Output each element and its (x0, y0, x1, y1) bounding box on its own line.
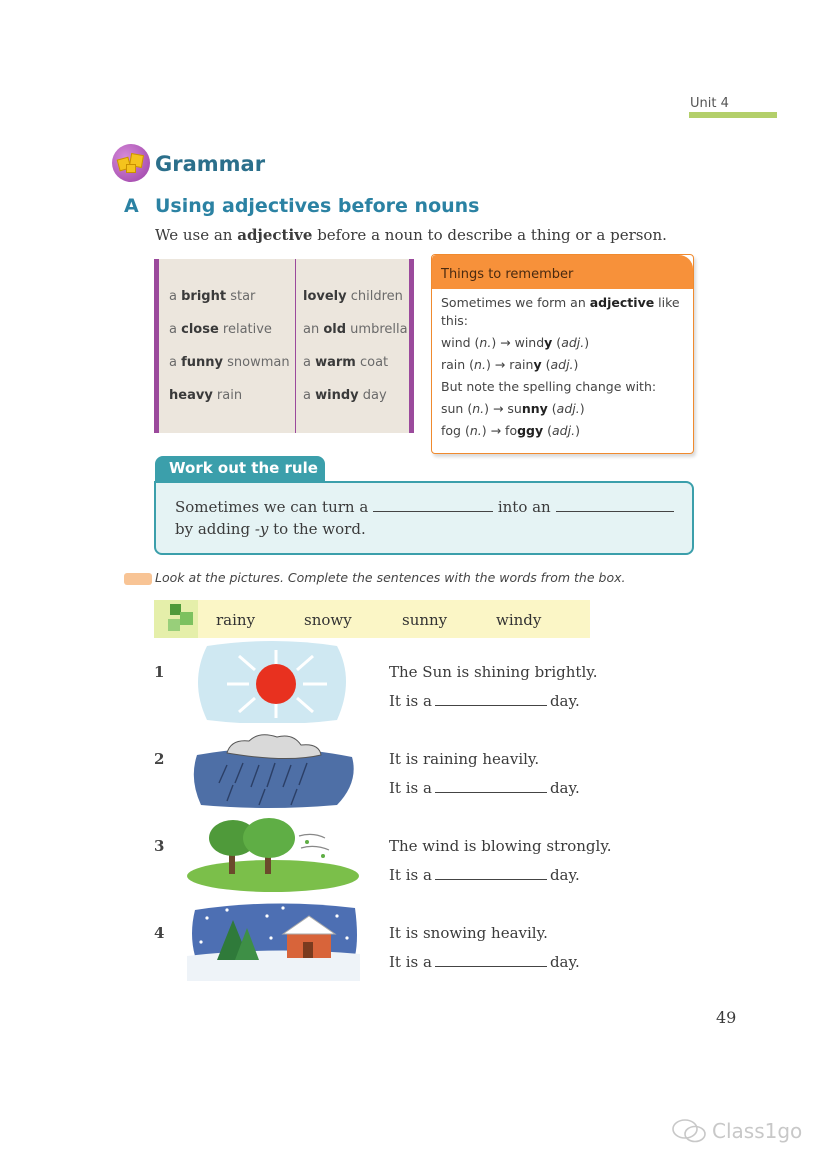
things-to-remember-box (431, 254, 694, 454)
word-box (154, 600, 590, 638)
example-item: a bright star (169, 289, 256, 304)
intro-text: We use an adjective before a noun to describe a thing or a person. (155, 226, 667, 244)
rule-line-2: by adding -y to the word. (175, 520, 366, 538)
item-answer-line: It is a day. (389, 953, 580, 971)
item-answer-line: It is a day. (389, 692, 580, 710)
answer-blank[interactable] (435, 694, 547, 706)
subsection-letter: A (124, 195, 139, 217)
rule-line-1: Sometimes we can turn a into an (175, 496, 692, 518)
watermark-text: Class1go (712, 1119, 803, 1143)
rule-tab: Work out the rule (155, 456, 325, 484)
item-answer-line: It is a day. (389, 866, 580, 884)
rain-picture (187, 727, 360, 810)
wind-picture (187, 812, 360, 895)
item-answer-line: It is a day. (389, 779, 580, 797)
example-item: a close relative (169, 322, 272, 337)
item-sentence: It is raining heavily. (389, 750, 540, 768)
chat-icon (672, 1118, 706, 1144)
puzzle-icon (112, 144, 150, 182)
example-item: heavy rain (169, 388, 243, 403)
word-option: snowy (304, 611, 352, 629)
word-option: rainy (216, 611, 256, 629)
remember-title: Things to remember (432, 255, 693, 289)
exercise-instruction: Look at the pictures. Complete the sentences with the words from the box. (155, 570, 626, 585)
rule-box (154, 481, 694, 555)
column-divider (295, 259, 296, 433)
remember-body: Sometimes we form an adjective like this: wind (n.) → windy (adj.) rain (n.) → rainy (adj.) But note the spelling change with: sun (n.) → sunny (adj.) fog (n.) → foggy (adj.) (441, 295, 680, 438)
example-item: lovely children (303, 289, 403, 304)
section-title: Grammar (155, 152, 266, 176)
sun-picture (187, 640, 360, 723)
item-number: 1 (154, 663, 165, 681)
item-sentence: The wind is blowing strongly. (389, 837, 612, 855)
item-number: 2 (154, 750, 165, 768)
item-sentence: It is snowing heavily. (389, 924, 548, 942)
item-sentence: The Sun is shining brightly. (389, 663, 598, 681)
unit-label: Unit 4 (690, 96, 729, 111)
unit-bar (689, 112, 777, 118)
word-box-icon (154, 600, 198, 638)
example-item: a warm coat (303, 355, 389, 370)
word-option: sunny (402, 611, 448, 629)
answer-blank[interactable] (435, 955, 547, 967)
snow-picture (187, 898, 360, 981)
adjective-examples-box (154, 259, 414, 433)
example-item: an old umbrella (303, 322, 408, 337)
subsection-title: Using adjectives before nouns (155, 195, 480, 217)
page-number: 49 (716, 1008, 737, 1027)
item-number: 3 (154, 837, 165, 855)
example-item: a funny snowman (169, 355, 290, 370)
answer-blank[interactable] (435, 868, 547, 880)
word-option: windy (496, 611, 542, 629)
answer-blank[interactable] (556, 500, 674, 512)
item-number: 4 (154, 924, 165, 942)
exercise-marker (124, 573, 152, 585)
example-item: a windy day (303, 388, 387, 403)
answer-blank[interactable] (373, 500, 493, 512)
answer-blank[interactable] (435, 781, 547, 793)
watermark (672, 1118, 802, 1144)
